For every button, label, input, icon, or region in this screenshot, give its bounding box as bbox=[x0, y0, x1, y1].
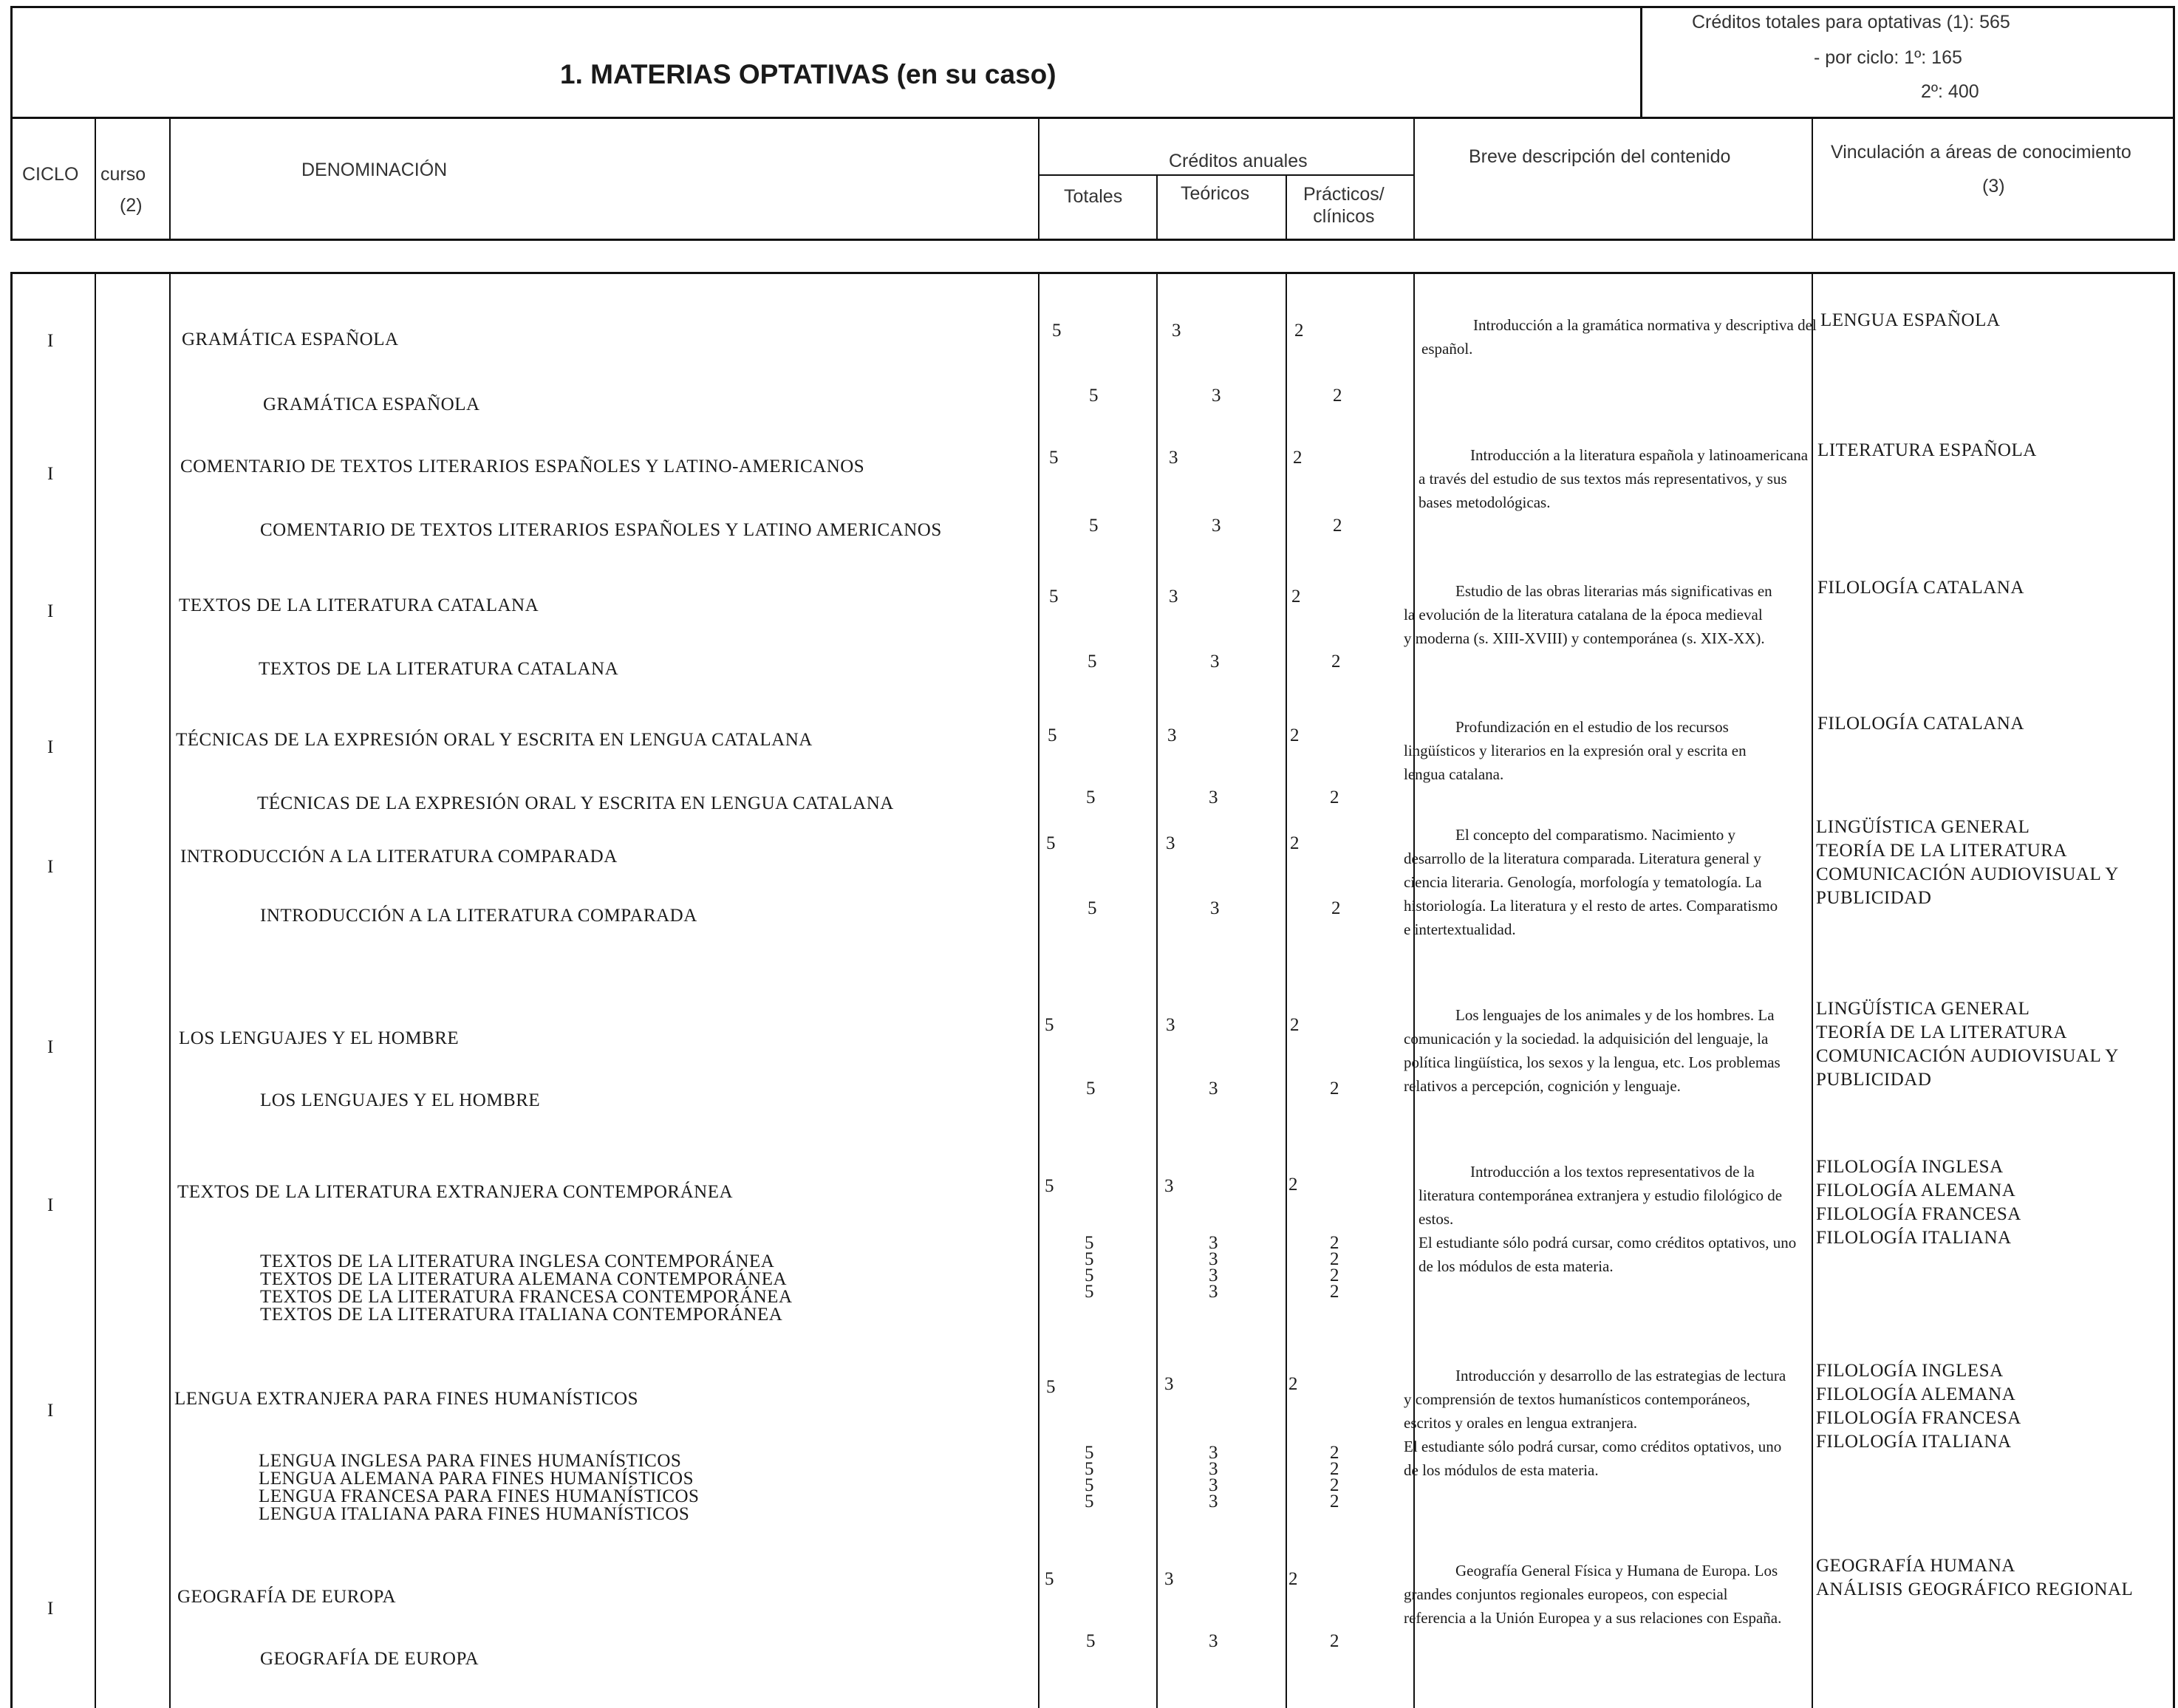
module-teoricos: 3 bbox=[1209, 1631, 1218, 1651]
col-vinculacion-header: Vinculación a áreas de conocimiento bbox=[1831, 142, 2131, 163]
col-teoricos-header: Teóricos bbox=[1181, 183, 1250, 204]
subject-description bbox=[1404, 1364, 1795, 1482]
module-teoricos: 3 bbox=[1209, 1443, 1218, 1463]
teoricos-value: 3 bbox=[1164, 1176, 1174, 1196]
teoricos-value: 3 bbox=[1169, 587, 1178, 607]
page-title: 1. MATERIAS OPTATIVAS (en su caso) bbox=[560, 59, 1056, 89]
teoricos-value: 3 bbox=[1172, 321, 1181, 341]
module-name: LENGUA ALEMANA PARA FINES HUMANÍSTICOS bbox=[259, 1469, 694, 1489]
module-practicos: 2 bbox=[1330, 1265, 1339, 1285]
teoricos-value: 3 bbox=[1166, 833, 1175, 853]
module-name: INTRODUCCIÓN A LA LITERATURA COMPARADA bbox=[260, 906, 697, 926]
teoricos-value: 3 bbox=[1164, 1374, 1174, 1394]
module-practicos: 2 bbox=[1333, 516, 1342, 536]
subject-description bbox=[1404, 715, 1788, 786]
totales-value: 5 bbox=[1052, 321, 1062, 341]
area-item: LINGÜÍSTICA GENERAL bbox=[1816, 817, 2030, 837]
ciclo-value: I bbox=[47, 737, 54, 757]
module-totales: 5 bbox=[1086, 788, 1096, 807]
module-teoricos: 3 bbox=[1209, 1475, 1218, 1495]
col-practicos-line2: clínicos bbox=[1313, 206, 1375, 227]
module-practicos: 2 bbox=[1330, 1443, 1339, 1463]
module-practicos: 2 bbox=[1331, 898, 1341, 918]
area-item: TEORÍA DE LA LITERATURA bbox=[1816, 841, 2067, 861]
description-text: Los lenguajes de los animales y de los hombres. La comunicación y la sociedad. la adquisición del lenguaje, la política lingüística, los sexos y la lengua, etc. Los problemas relativos a percepción, cognición y lenguaje. bbox=[1404, 1006, 1781, 1095]
subject-description bbox=[1419, 1160, 1803, 1278]
ciclo-value: I bbox=[47, 1599, 54, 1619]
area-item: GEOGRAFÍA HUMANA bbox=[1816, 1556, 2015, 1576]
totales-value: 5 bbox=[1045, 1015, 1054, 1035]
teoricos-value: 3 bbox=[1169, 448, 1178, 468]
area-item: FILOLOGÍA ALEMANA bbox=[1816, 1181, 2016, 1200]
module-teoricos: 3 bbox=[1209, 1492, 1218, 1511]
module-totales: 5 bbox=[1085, 1443, 1094, 1463]
module-totales: 5 bbox=[1088, 898, 1097, 918]
totales-value: 5 bbox=[1048, 725, 1057, 745]
module-name: LOS LENGUAJES Y EL HOMBRE bbox=[260, 1090, 541, 1110]
area-list bbox=[1817, 712, 2024, 736]
totales-value: 5 bbox=[1046, 1377, 1056, 1397]
totales-value: 5 bbox=[1045, 1569, 1054, 1589]
practicos-value: 2 bbox=[1290, 833, 1300, 853]
col-descripcion-header: Breve descripción del contenido bbox=[1469, 146, 1731, 167]
module-name: TÉCNICAS DE LA EXPRESIÓN ORAL Y ESCRITA EN LENGUA CATALANA bbox=[257, 793, 894, 813]
ciclo-value: I bbox=[47, 1195, 54, 1215]
module-practicos: 2 bbox=[1330, 1492, 1339, 1511]
module-totales: 5 bbox=[1089, 386, 1099, 406]
module-practicos: 2 bbox=[1331, 652, 1341, 672]
description-text: El concepto del comparatismo. Nacimiento y desarrollo de la literatura comparada. Literatura general y ciencia literaria. Genología, morfología y tematología. La historiología. La literatura y el resto de artes. Comparatismo e intertextualidad. bbox=[1404, 826, 1778, 938]
module-teoricos: 3 bbox=[1209, 1282, 1218, 1302]
teoricos-value: 3 bbox=[1167, 725, 1177, 745]
module-teoricos: 3 bbox=[1209, 788, 1218, 807]
module-practicos: 2 bbox=[1330, 1249, 1339, 1269]
module-totales: 5 bbox=[1086, 1631, 1096, 1651]
area-item: LITERATURA ESPAÑOLA bbox=[1817, 440, 2037, 460]
col-practicos-line1: Prácticos/ bbox=[1303, 184, 1385, 205]
module-name: COMENTARIO DE TEXTOS LITERARIOS ESPAÑOLES Y LATINO AMERICANOS bbox=[260, 520, 942, 540]
area-item: LINGÜÍSTICA GENERAL bbox=[1816, 999, 2030, 1019]
area-item: FILOLOGÍA INGLESA bbox=[1816, 1361, 2004, 1381]
practicos-value: 2 bbox=[1294, 321, 1304, 341]
practicos-value: 2 bbox=[1288, 1175, 1298, 1195]
subject-description bbox=[1421, 313, 1820, 361]
module-totales: 5 bbox=[1085, 1492, 1094, 1511]
totales-value: 5 bbox=[1046, 833, 1056, 853]
ciclo-value: I bbox=[47, 1401, 54, 1421]
area-item: LENGUA ESPAÑOLA bbox=[1820, 310, 2001, 330]
module-teoricos: 3 bbox=[1209, 1233, 1218, 1253]
ciclo-value: I bbox=[47, 1037, 54, 1057]
module-totales: 5 bbox=[1085, 1282, 1094, 1302]
module-name: TEXTOS DE LA LITERATURA CATALANA bbox=[259, 659, 619, 679]
module-teoricos: 3 bbox=[1212, 516, 1221, 536]
subject-description bbox=[1419, 443, 1817, 514]
area-item: COMUNICACIÓN AUDIOVISUAL Y bbox=[1816, 864, 2119, 884]
totales-value: 5 bbox=[1049, 587, 1059, 607]
module-name: GRAMÁTICA ESPAÑOLA bbox=[263, 394, 480, 414]
subject-name: TÉCNICAS DE LA EXPRESIÓN ORAL Y ESCRITA EN LENGUA CATALANA bbox=[176, 730, 813, 750]
col-curso-header: curso bbox=[100, 164, 146, 185]
module-name: GEOGRAFÍA DE EUROPA bbox=[260, 1649, 479, 1669]
totales-value: 5 bbox=[1049, 448, 1059, 468]
ciclo-value: I bbox=[47, 331, 54, 351]
subject-description bbox=[1404, 823, 1788, 941]
module-practicos: 2 bbox=[1330, 788, 1339, 807]
module-name: LENGUA INGLESA PARA FINES HUMANÍSTICOS bbox=[259, 1451, 682, 1471]
col-totales-header: Totales bbox=[1064, 186, 1123, 207]
subject-name: TEXTOS DE LA LITERATURA CATALANA bbox=[179, 595, 539, 615]
ciclo-value: I bbox=[47, 601, 54, 621]
area-list bbox=[1816, 816, 2119, 910]
area-item: ANÁLISIS GEOGRÁFICO REGIONAL bbox=[1816, 1579, 2134, 1599]
totales-value: 5 bbox=[1045, 1176, 1054, 1196]
credits-cycle-2: 2º: 400 bbox=[1921, 81, 1979, 102]
module-totales: 5 bbox=[1085, 1475, 1094, 1495]
module-teoricos: 3 bbox=[1209, 1459, 1218, 1479]
module-teoricos: 3 bbox=[1209, 1249, 1218, 1269]
area-item: FILOLOGÍA ALEMANA bbox=[1816, 1384, 2016, 1404]
area-item: FILOLOGÍA ITALIANA bbox=[1816, 1432, 2012, 1452]
module-name: TEXTOS DE LA LITERATURA ITALIANA CONTEMPORÁNEA bbox=[260, 1305, 783, 1325]
area-list bbox=[1817, 439, 2037, 462]
area-list bbox=[1816, 1155, 2021, 1250]
description-text: Introducción y desarrollo de las estrategias de lectura y comprensión de textos humanísticos contemporáneos, escritos y orales en lengua extranjera. bbox=[1404, 1367, 1786, 1432]
module-teoricos: 3 bbox=[1209, 1079, 1218, 1099]
col-ciclo-header: CICLO bbox=[22, 164, 79, 185]
practicos-value: 2 bbox=[1288, 1374, 1298, 1394]
practicos-value: 2 bbox=[1288, 1569, 1298, 1589]
col-curso-note: (2) bbox=[120, 195, 143, 216]
description-text: Profundización en el estudio de los recursos lingüísticos y literarios en la expresión oral y escrita en lengua catalana. bbox=[1404, 718, 1747, 783]
ciclo-value: I bbox=[47, 857, 54, 877]
subject-description bbox=[1404, 1559, 1788, 1630]
col-practicos-header bbox=[1303, 183, 1385, 228]
subject-name: LOS LENGUAJES Y EL HOMBRE bbox=[179, 1028, 460, 1048]
practicos-value: 2 bbox=[1290, 725, 1300, 745]
area-item: PUBLICIDAD bbox=[1816, 1070, 1932, 1090]
col-denominacion-header: DENOMINACIÓN bbox=[301, 160, 448, 180]
description-text: Estudio de las obras literarias más significativas en la evolución de la literatura catalana de la época medieval y moderna (s. XIII-XVIII) y contemporánea (s. XIX-XX). bbox=[1404, 582, 1772, 647]
practicos-value: 2 bbox=[1291, 587, 1301, 607]
module-practicos: 2 bbox=[1330, 1459, 1339, 1479]
teoricos-value: 3 bbox=[1164, 1569, 1174, 1589]
module-totales: 5 bbox=[1085, 1233, 1094, 1253]
area-item: FILOLOGÍA ITALIANA bbox=[1816, 1228, 2012, 1248]
module-practicos: 2 bbox=[1333, 386, 1342, 406]
description-text: El estudiante sólo podrá cursar, como créditos optativos, uno de los módulos de esta materia. bbox=[1404, 1438, 1782, 1479]
module-teoricos: 3 bbox=[1209, 1265, 1218, 1285]
area-item: FILOLOGÍA INGLESA bbox=[1816, 1157, 2004, 1177]
module-totales: 5 bbox=[1085, 1459, 1094, 1479]
practicos-value: 2 bbox=[1290, 1015, 1300, 1035]
module-practicos: 2 bbox=[1330, 1233, 1339, 1253]
area-list bbox=[1817, 576, 2024, 600]
module-practicos: 2 bbox=[1330, 1475, 1339, 1495]
description-text: Introducción a la literatura española y latinoamericana a través del estudio de sus textos más representativos, y sus bases metodológicas. bbox=[1419, 446, 1809, 511]
practicos-value: 2 bbox=[1293, 448, 1303, 468]
area-item: FILOLOGÍA CATALANA bbox=[1817, 714, 2024, 734]
col-creditos-header: Créditos anuales bbox=[1169, 151, 1308, 171]
module-totales: 5 bbox=[1086, 1079, 1096, 1099]
credits-cycle-1: - por ciclo: 1º: 165 bbox=[1814, 47, 1962, 68]
module-name: LENGUA FRANCESA PARA FINES HUMANÍSTICOS bbox=[259, 1486, 700, 1506]
area-item: TEORÍA DE LA LITERATURA bbox=[1816, 1022, 2067, 1042]
col-vinculacion-note: (3) bbox=[1982, 176, 2005, 197]
description-text: Introducción a los textos representativos de la literatura contemporánea extranjera y estudio filológico de estos. bbox=[1419, 1163, 1783, 1228]
subject-name: TEXTOS DE LA LITERATURA EXTRANJERA CONTEMPORÁNEA bbox=[177, 1182, 734, 1202]
area-item: FILOLOGÍA FRANCESA bbox=[1816, 1408, 2021, 1428]
area-item: PUBLICIDAD bbox=[1816, 888, 1932, 908]
subject-name: COMENTARIO DE TEXTOS LITERARIOS ESPAÑOLES Y LATINO-AMERICANOS bbox=[180, 457, 865, 476]
subject-description bbox=[1404, 1003, 1788, 1098]
module-practicos: 2 bbox=[1330, 1079, 1339, 1099]
area-item: FILOLOGÍA FRANCESA bbox=[1816, 1204, 2021, 1224]
module-totales: 5 bbox=[1085, 1249, 1094, 1269]
area-list bbox=[1816, 1359, 2021, 1454]
subject-description bbox=[1404, 579, 1773, 650]
subject-name: GEOGRAFÍA DE EUROPA bbox=[177, 1587, 397, 1607]
subject-name: INTRODUCCIÓN A LA LITERATURA COMPARADA bbox=[180, 847, 618, 867]
subject-name: LENGUA EXTRANJERA PARA FINES HUMANÍSTICOS bbox=[174, 1389, 638, 1409]
module-name: TEXTOS DE LA LITERATURA FRANCESA CONTEMPORÁNEA bbox=[260, 1287, 793, 1307]
module-name: TEXTOS DE LA LITERATURA INGLESA CONTEMPORÁNEA bbox=[260, 1251, 775, 1271]
module-teoricos: 3 bbox=[1212, 386, 1221, 406]
module-teoricos: 3 bbox=[1210, 898, 1220, 918]
ciclo-value: I bbox=[47, 464, 54, 484]
description-text: Introducción a la gramática normativa y descriptiva del español. bbox=[1421, 316, 1817, 358]
area-item: COMUNICACIÓN AUDIOVISUAL Y bbox=[1816, 1046, 2119, 1066]
module-totales: 5 bbox=[1088, 652, 1097, 672]
teoricos-value: 3 bbox=[1166, 1015, 1175, 1035]
module-practicos: 2 bbox=[1330, 1282, 1339, 1302]
module-totales: 5 bbox=[1089, 516, 1099, 536]
module-practicos: 2 bbox=[1330, 1631, 1339, 1651]
area-list bbox=[1816, 997, 2119, 1092]
description-text: El estudiante sólo podrá cursar, como créditos optativos, uno de los módulos de esta materia. bbox=[1419, 1234, 1797, 1275]
description-text: Geografía General Física y Humana de Europa. Los grandes conjuntos regionales europeos, con especial referencia a la Unión Europea y a sus relaciones con España. bbox=[1404, 1562, 1782, 1627]
area-item: FILOLOGÍA CATALANA bbox=[1817, 578, 2024, 598]
module-teoricos: 3 bbox=[1210, 652, 1220, 672]
module-totales: 5 bbox=[1085, 1265, 1094, 1285]
module-name: LENGUA ITALIANA PARA FINES HUMANÍSTICOS bbox=[259, 1504, 690, 1524]
area-list bbox=[1816, 1554, 2133, 1602]
area-list bbox=[1820, 309, 2000, 332]
subject-name: GRAMÁTICA ESPAÑOLA bbox=[182, 329, 399, 349]
credits-total: Créditos totales para optativas (1): 565 bbox=[1692, 12, 2010, 33]
module-name: TEXTOS DE LA LITERATURA ALEMANA CONTEMPORÁNEA bbox=[260, 1269, 788, 1289]
